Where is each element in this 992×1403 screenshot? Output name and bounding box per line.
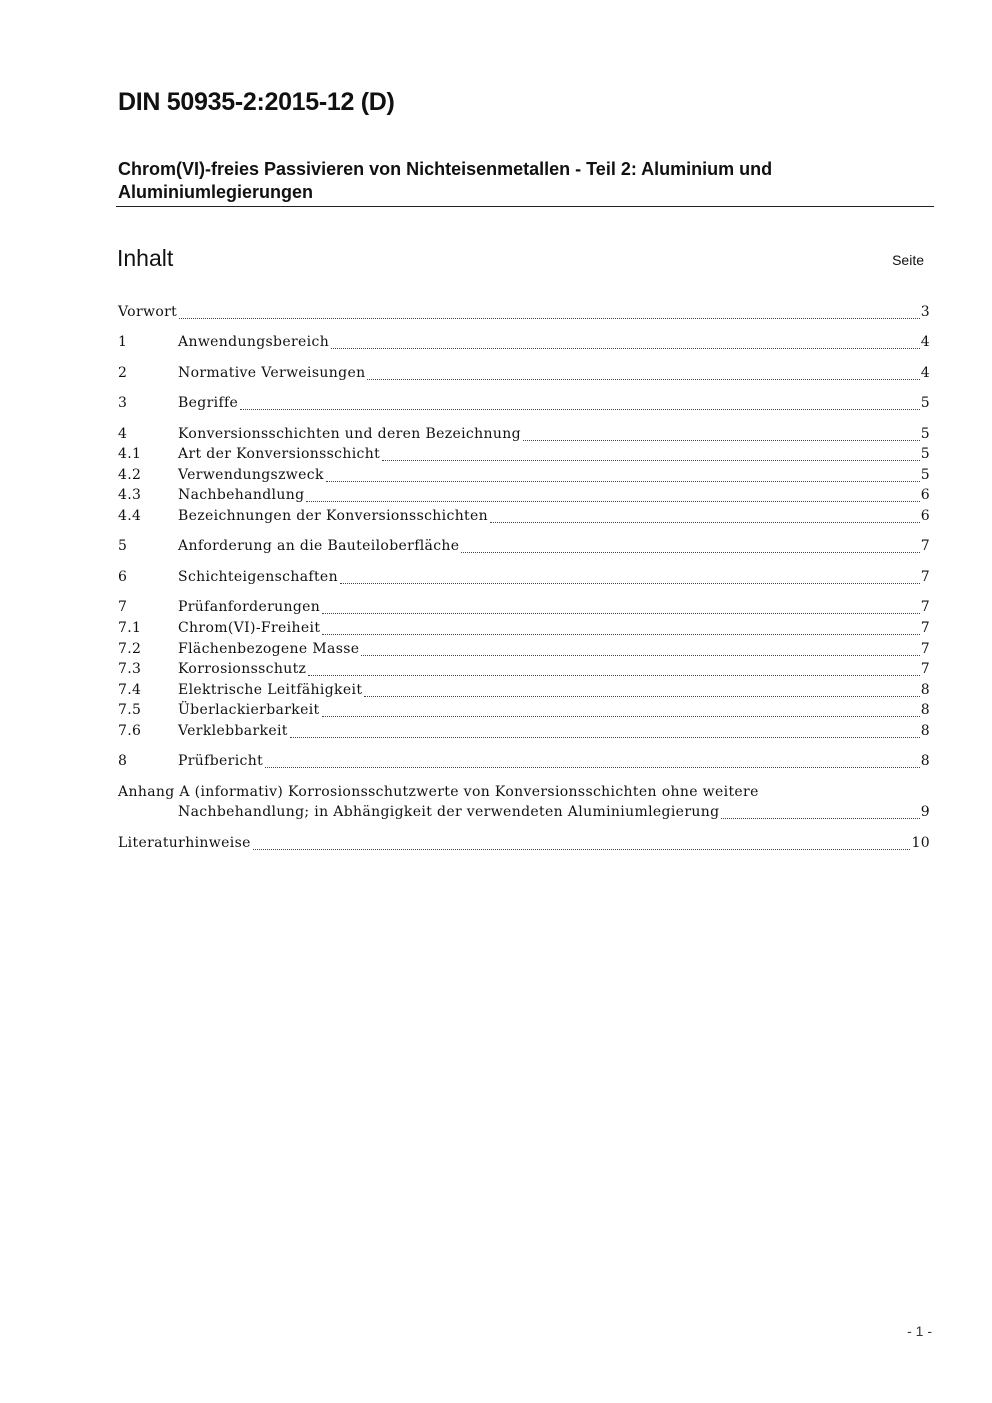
toc-entry-title: Überlackierbarkeit bbox=[178, 702, 320, 718]
toc-entry-number: 5 bbox=[118, 538, 128, 554]
toc-entry-anhang-a-continuation[interactable] bbox=[118, 802, 930, 823]
toc-entry-title: Nachbehandlung; in Abhängigkeit der verwendeten Aluminiumlegierung bbox=[178, 804, 720, 820]
toc-entry-vorwort[interactable] bbox=[118, 302, 930, 323]
document-id: DIN 50935-2:2015-12 (D) bbox=[118, 88, 395, 116]
toc-entry-number: 8 bbox=[118, 753, 128, 769]
toc-leader-dots bbox=[322, 613, 920, 614]
toc-leader-dots bbox=[361, 655, 919, 656]
toc-entry-number: 1 bbox=[118, 334, 128, 350]
toc-entry-number: 2 bbox=[118, 365, 128, 381]
toc-entry-4-4[interactable] bbox=[118, 506, 930, 527]
toc-entry-4[interactable] bbox=[118, 424, 930, 445]
toc-entry-number: 6 bbox=[118, 569, 128, 585]
toc-entry-7-1[interactable] bbox=[118, 618, 930, 639]
toc-entry-5[interactable] bbox=[118, 536, 930, 557]
toc-entry-7-6[interactable] bbox=[118, 721, 930, 742]
toc-entry-number: 4 bbox=[118, 426, 128, 442]
toc-entry-title: Prüfanforderungen bbox=[178, 599, 321, 615]
toc-entry-page: 5 bbox=[920, 446, 930, 462]
toc-leader-dots bbox=[322, 716, 920, 717]
toc-entry-title: Art der Konversionsschicht bbox=[178, 446, 381, 462]
toc-leader-dots bbox=[523, 440, 920, 441]
toc-entry-4-3[interactable] bbox=[118, 485, 930, 506]
toc-entry-title: Schichteigenschaften bbox=[178, 569, 338, 585]
toc-entry-title: Normative Verweisungen bbox=[178, 365, 366, 381]
toc-entry-7[interactable] bbox=[118, 597, 930, 618]
toc-entry-number: 4.4 bbox=[118, 508, 142, 524]
toc-entry-page: 8 bbox=[920, 753, 930, 769]
toc-entry-title: Anforderung an die Bauteiloberfläche bbox=[178, 538, 460, 554]
document-title-line-1: Chrom(VI)-freies Passivieren von Nichteisenmetallen - Teil 2: Aluminium und bbox=[118, 159, 773, 179]
toc-entry-title: Anwendungsbereich bbox=[178, 334, 330, 350]
toc-entry-page: 5 bbox=[920, 395, 930, 411]
toc-entry-title: Literaturhinweise bbox=[118, 835, 251, 851]
toc-entry-title: Elektrische Leitfähigkeit bbox=[178, 682, 363, 698]
toc-leader-dots bbox=[721, 818, 919, 819]
toc-entry-6[interactable] bbox=[118, 567, 930, 588]
toc-entry-page: 8 bbox=[920, 682, 930, 698]
toc-leader-dots bbox=[340, 583, 920, 584]
toc-entry-title: Bezeichnungen der Konversionsschichten bbox=[178, 508, 489, 524]
toc-leader-dots bbox=[461, 552, 919, 553]
toc-leader-dots bbox=[306, 501, 919, 502]
toc-entry-4-1[interactable] bbox=[118, 444, 930, 465]
toc-entry-page: 9 bbox=[920, 804, 930, 820]
page-number: - 1 - bbox=[907, 1323, 932, 1339]
toc-leader-dots bbox=[364, 696, 919, 697]
toc-leader-dots bbox=[331, 348, 920, 349]
page-column-label: Seite bbox=[892, 252, 924, 268]
toc-entry-page: 7 bbox=[920, 538, 930, 554]
toc-entry-title: Korrosionsschutz bbox=[178, 661, 307, 677]
toc-entry-1[interactable] bbox=[118, 332, 930, 353]
toc-entry-number: 4.2 bbox=[118, 467, 142, 483]
toc-entry-number: 7.3 bbox=[118, 661, 142, 677]
document-title-line-2: Aluminiumlegierungen bbox=[118, 182, 314, 202]
toc-entry-7-4[interactable] bbox=[118, 680, 930, 701]
document-title bbox=[118, 158, 898, 204]
toc-leader-dots bbox=[322, 634, 919, 635]
toc-entry-2[interactable] bbox=[118, 363, 930, 384]
toc-heading: Inhalt bbox=[117, 245, 174, 271]
toc-entry-number: 7.4 bbox=[118, 682, 142, 698]
toc-entry-title: Verwendungszweck bbox=[178, 467, 324, 483]
toc-leader-dots bbox=[179, 318, 920, 319]
toc-entry-7-2[interactable] bbox=[118, 639, 930, 660]
toc-entry-title: Chrom(VI)-Freiheit bbox=[178, 620, 321, 636]
toc-leader-dots bbox=[367, 379, 919, 380]
toc-entry-page: 6 bbox=[920, 487, 930, 503]
toc-leader-dots bbox=[240, 409, 920, 410]
toc-entry-title: Nachbehandlung bbox=[178, 487, 305, 503]
toc-entry-title: Flächenbezogene Masse bbox=[178, 641, 360, 657]
toc-entry-page: 6 bbox=[920, 508, 930, 524]
toc-entry-title: Anhang A (informativ) Korrosionsschutzwerte von Konversionsschichten ohne weitere bbox=[118, 784, 759, 800]
toc-entry-page: 10 bbox=[911, 835, 930, 851]
toc-entry-number: 7 bbox=[118, 599, 128, 615]
toc-entry-title: Begriffe bbox=[178, 395, 239, 411]
toc-entry-title: Vorwort bbox=[118, 304, 178, 320]
toc-entry-page: 7 bbox=[920, 661, 930, 677]
toc-leader-dots bbox=[253, 849, 911, 850]
toc-entry-7-5[interactable] bbox=[118, 700, 930, 721]
toc-entry-page: 5 bbox=[920, 467, 930, 483]
toc-entry-title: Verklebbarkeit bbox=[178, 723, 288, 739]
toc-entry-number: 7.6 bbox=[118, 723, 142, 739]
toc-leader-dots bbox=[308, 675, 919, 676]
toc-leader-dots bbox=[265, 767, 920, 768]
toc-entry-number: 4.1 bbox=[118, 446, 142, 462]
toc-entry-title: Konversionsschichten und deren Bezeichnung bbox=[178, 426, 521, 442]
toc-entry-4-2[interactable] bbox=[118, 465, 930, 486]
toc-entry-page: 7 bbox=[920, 599, 930, 615]
toc-leader-dots bbox=[490, 522, 920, 523]
title-divider bbox=[116, 206, 934, 207]
toc-entry-page: 3 bbox=[920, 304, 930, 320]
toc-entry-page: 4 bbox=[920, 334, 930, 350]
toc-entry-literaturhinweise[interactable] bbox=[118, 833, 930, 854]
toc-entry-anhang-a[interactable] bbox=[118, 782, 930, 803]
toc-entry-page: 8 bbox=[920, 702, 930, 718]
toc-leader-dots bbox=[290, 737, 920, 738]
toc-entry-number: 7.5 bbox=[118, 702, 142, 718]
toc-entry-page: 7 bbox=[920, 641, 930, 657]
toc-entry-number: 4.3 bbox=[118, 487, 142, 503]
toc-entry-page: 5 bbox=[920, 426, 930, 442]
toc-entry-title: Prüfbericht bbox=[178, 753, 264, 769]
toc-entry-number: 3 bbox=[118, 395, 128, 411]
toc-entry-number: 7.2 bbox=[118, 641, 142, 657]
toc-leader-dots bbox=[326, 481, 920, 482]
toc-entry-page: 7 bbox=[920, 620, 930, 636]
toc-entry-page: 4 bbox=[920, 365, 930, 381]
toc-entry-page: 8 bbox=[920, 723, 930, 739]
toc-entry-3[interactable] bbox=[118, 393, 930, 414]
toc-entry-7-3[interactable] bbox=[118, 659, 930, 680]
toc-entry-page: 7 bbox=[920, 569, 930, 585]
toc-entry-number: 7.1 bbox=[118, 620, 142, 636]
toc-leader-dots bbox=[382, 460, 920, 461]
toc-entry-8[interactable] bbox=[118, 751, 930, 772]
